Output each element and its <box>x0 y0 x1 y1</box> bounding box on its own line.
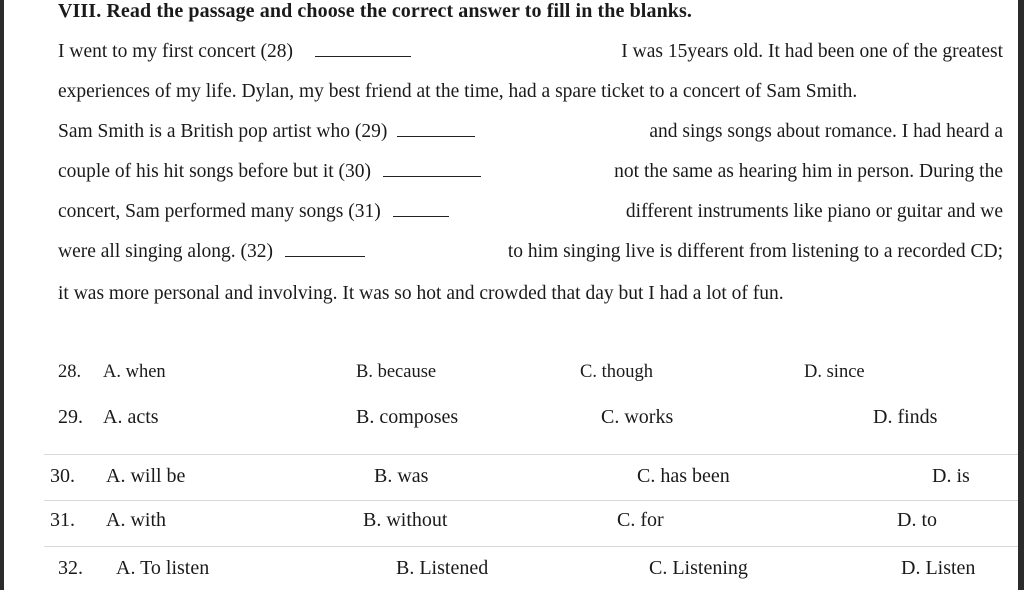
option-c[interactable]: C. for <box>617 509 664 531</box>
question-row-32 <box>0 557 1024 597</box>
option-d[interactable]: D. is <box>932 465 970 487</box>
passage-text: different instruments like piano or guitar and we <box>625 201 1003 222</box>
passage-text: concert, Sam performed many songs (31) <box>58 201 381 222</box>
option-d[interactable]: D. finds <box>873 406 938 428</box>
passage-line-2 <box>58 80 1003 104</box>
question-number: 31. <box>50 509 75 531</box>
blank-29[interactable] <box>397 122 475 137</box>
question-row-30 <box>0 465 1024 505</box>
passage-line-1 <box>58 40 1003 64</box>
passage-line-7 <box>58 282 1003 306</box>
question-row-29 <box>0 406 1024 446</box>
option-c[interactable]: C. though <box>580 362 653 382</box>
table-divider <box>44 500 1018 501</box>
passage-text: couple of his hit songs before but it (30) <box>58 161 372 182</box>
option-b[interactable]: B. without <box>363 509 448 531</box>
passage-text: I was 15years old. It had been one of the greatest <box>621 41 1003 62</box>
passage-text: Sam Smith is a British pop artist who (29) <box>58 121 388 142</box>
option-c[interactable]: C. has been <box>637 465 730 487</box>
passage-text: I went to my first concert (28) <box>58 41 294 62</box>
option-b[interactable]: B. Listened <box>396 557 489 579</box>
blank-31[interactable] <box>393 202 449 217</box>
option-a[interactable]: A. when <box>103 362 166 382</box>
question-number: 29. <box>58 406 83 428</box>
option-a[interactable]: A. To listen <box>116 557 210 579</box>
blank-32[interactable] <box>285 242 365 257</box>
table-divider <box>44 546 1018 547</box>
section-title: VIII. Read the passage and choose the correct answer to fill in the blanks. <box>58 0 692 22</box>
question-number: 32. <box>58 557 83 579</box>
question-row-31 <box>0 509 1024 549</box>
passage-line-3 <box>58 120 1003 144</box>
option-b[interactable]: B. composes <box>356 406 459 428</box>
option-d[interactable]: D. since <box>804 362 865 382</box>
passage-text: not the same as hearing him in person. During the <box>614 161 1003 182</box>
passage-line-5 <box>58 200 1003 224</box>
option-c[interactable]: C. Listening <box>649 557 748 579</box>
passage-line-6 <box>58 240 1003 264</box>
passage-text: to him singing live is different from listening to a recorded CD; <box>507 241 1003 262</box>
option-a[interactable]: A. acts <box>103 406 159 428</box>
passage-text: it was more personal and involving. It was so hot and crowded that day but I had a lot of fun. <box>58 283 784 304</box>
passage-text: experiences of my life. Dylan, my best friend at the time, had a spare ticket to a concert of Sam Smith. <box>58 81 858 102</box>
option-a[interactable]: A. with <box>106 509 166 531</box>
option-b[interactable]: B. because <box>356 362 437 382</box>
blank-30[interactable] <box>383 162 481 177</box>
option-a[interactable]: A. will be <box>106 465 186 487</box>
question-row-28 <box>0 362 1024 402</box>
passage-text: were all singing along. (32) <box>58 241 273 262</box>
blank-28[interactable] <box>315 42 411 57</box>
question-number: 28. <box>58 362 82 382</box>
option-c[interactable]: C. works <box>601 406 674 428</box>
question-number: 30. <box>50 465 75 487</box>
option-b[interactable]: B. was <box>374 465 429 487</box>
option-d[interactable]: D. to <box>897 509 937 531</box>
passage-text: and sings songs about romance. I had heard a <box>649 121 1003 142</box>
passage-line-4 <box>58 160 1003 184</box>
table-divider <box>44 454 1018 455</box>
option-d[interactable]: D. Listen <box>901 557 976 579</box>
